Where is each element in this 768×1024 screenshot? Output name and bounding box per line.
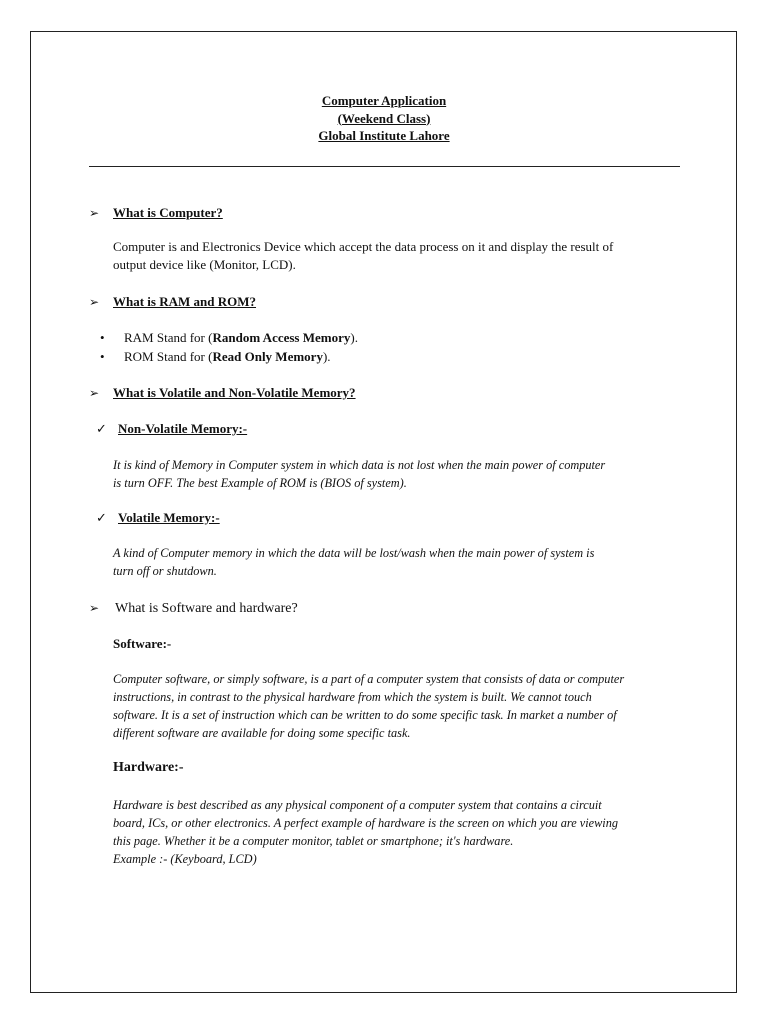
arrow-bullet-icon: ➢ [89,386,100,400]
volatile-definition [113,544,680,580]
arrow-bullet-icon: ➢ [89,206,100,220]
paragraph-line: software. It is a set of instruction which can be written to do some specific task. In market a number of [113,708,617,722]
software-definition [113,670,680,742]
list-item [100,329,358,348]
list-item [100,348,358,367]
paragraph-line: Computer software, or simply software, is a part of a computer system that consists of data or computer [113,672,625,686]
document-subtitle: (Weekend Class) [337,110,431,126]
document-header [0,92,768,145]
question-heading: What is RAM and ROM? [113,294,257,309]
list-item-text: ). [350,330,358,345]
check-mark-icon: ✓ [96,421,107,436]
list-item-text: ). [322,348,331,364]
paragraph-line: output device like (Monitor, LCD). [113,257,296,272]
list-item-term: Read Only Memory [212,348,323,364]
paragraph-line: different software are available for doing some specific task. [113,726,411,740]
horizontal-rule [89,166,680,167]
non-volatile-definition [113,456,680,492]
list-item-term: Random Access Memory [212,330,351,345]
paragraph-line: this page. Whether it be a computer monitor, tablet or smartphone; it's hardware. [113,834,514,848]
question-software-hardware [89,600,298,617]
paragraph-line: board, ICs, or other electronics. A perfect example of hardware is the screen on which you are viewing [113,816,618,830]
paragraph-line: instructions, in contrast to the physical hardware from which the system is built. We cannot touch [113,690,592,704]
software-heading: Software:- [113,636,172,651]
non-volatile-heading: Non-Volatile Memory:- [118,421,248,436]
arrow-bullet-icon: ➢ [89,601,100,615]
paragraph-line: A kind of Computer memory in which the data will be lost/wash when the main power of system is [113,546,595,560]
question-heading: What is Volatile and Non-Volatile Memory? [113,385,356,400]
paragraph-line: Computer is and Electronics Device which accept the data process on it and display the result of [113,239,614,254]
hardware-definition [113,796,680,868]
institute-name: Global Institute Lahore [318,128,450,143]
ram-rom-list [100,329,358,366]
question-heading: What is Computer? [113,205,223,220]
paragraph-line: turn off or shutdown. [113,564,217,578]
document-title: Computer Application [321,93,447,108]
paragraph-line: is turn OFF. The best Example of ROM is (BIOS of system). [113,476,407,490]
paragraph-line: Hardware is best described as any physical component of a computer system that contains a circuit [113,798,602,812]
bullet-dot-icon: • [100,348,105,364]
question-ram-rom [89,294,256,310]
question-volatile [89,385,356,401]
question-heading: What is Software and hardware? [115,601,298,616]
list-item-text: ROM Stand for ( [124,348,213,364]
check-mark-icon: ✓ [96,510,107,525]
hardware-heading: Hardware:- [113,760,184,775]
volatile-heading-row [96,510,220,526]
non-volatile-heading-row [96,421,247,437]
paragraph-line: Example :- (Keyboard, LCD) [113,852,257,866]
paragraph-line: It is kind of Memory in Computer system in which data is not lost when the main power of computer [113,458,606,472]
computer-definition [113,238,680,274]
list-item-text: RAM Stand for ( [124,330,213,345]
bullet-dot-icon: • [100,330,105,345]
volatile-heading: Volatile Memory:- [118,510,220,525]
arrow-bullet-icon: ➢ [89,295,100,309]
question-computer [89,205,223,221]
